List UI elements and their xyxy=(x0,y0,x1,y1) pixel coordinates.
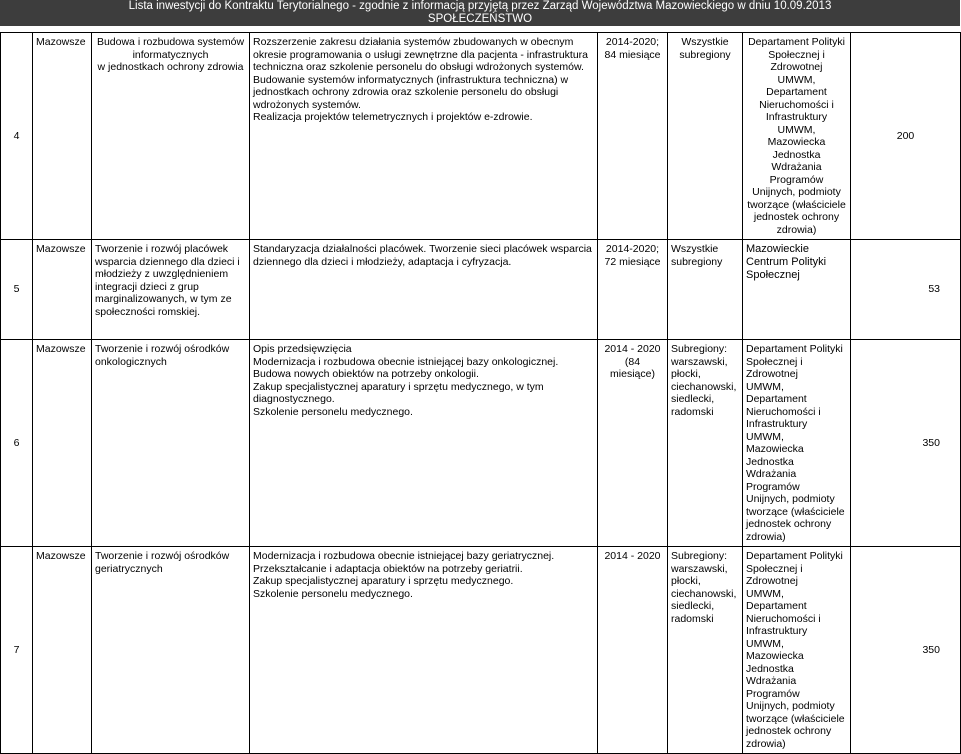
row-entity: Mazowieckie Centrum Polityki Społecznej xyxy=(743,240,851,340)
row-area: Wszystkie subregiony xyxy=(668,240,743,340)
row-period: 2014 - 2020 xyxy=(598,547,668,754)
row-scope: Rozszerzenie zakresu działania systemów zbudowanych w obecnym okresie programowania o usługi zewnętrzne dla pacjenta - infrastruktura techniczna oraz szkolenie personelu do obsługi wdrożonych systemów. Budowanie systemów informatycznych (infrastruktura techniczna) w jednostkach ochrony zdrowia oraz szkolenie personelu do obsługi wdrożonych systemów. Realizacja projektów telemetrycznych i projektów e-zdrowie. xyxy=(250,33,598,240)
row-number: 4 xyxy=(1,33,33,240)
row-title: Tworzenie i rozwój placówek wsparcia dziennego dla dzieci i młodzieży z uwzględnieniem integracji dzieci z grup marginalizowanych, w tym ze społeczności romskiej. xyxy=(92,240,250,340)
row-number: 6 xyxy=(1,340,33,547)
table-row xyxy=(1,547,961,754)
row-amount: 53 xyxy=(851,240,961,340)
document-header xyxy=(0,0,960,26)
row-title: Tworzenie i rozwój ośrodków onkologicznych xyxy=(92,340,250,547)
row-entity: Departament Polityki Społecznej i Zdrowotnej UMWM, Departament Nieruchomości i Infrastruktury UMWM, Mazowiecka Jednostka Wdrażania Programów Unijnych, podmioty tworzące (właściciele jednostek ochrony zdrowia) xyxy=(743,547,851,754)
table-row xyxy=(1,240,961,340)
row-area: Wszystkie subregiony xyxy=(668,33,743,240)
header-title: Lista inwestycji do Kontraktu Terytorialnego - zgodnie z informacją przyjętą przez Zarząd Województwa Mazowieckiego w dniu 10.09.2013 xyxy=(128,0,832,12)
investment-table xyxy=(0,32,961,754)
row-title: Budowa i rozbudowa systemów informatycznych w jednostkach ochrony zdrowia xyxy=(92,33,250,240)
row-area: Subregiony: warszawski, płocki, ciechanowski, siedlecki, radomski xyxy=(668,547,743,754)
row-region: Mazowsze xyxy=(33,340,92,547)
row-entity: Departament Polityki Społecznej i Zdrowotnej UMWM, Departament Nieruchomości i Infrastruktury UMWM, Mazowiecka Jednostka Wdrażania Programów Unijnych, podmioty tworzące (właściciele jednostek ochrony zdrowia) xyxy=(743,33,851,240)
row-period: 2014-2020; 84 miesiące xyxy=(598,33,668,240)
row-scope: Modernizacja i rozbudowa obecnie istniejącej bazy geriatrycznej. Przekształcanie i adaptacja obiektów na potrzeby geriatrii. Zakup specjalistycznej aparatury i sprzętu medycznego. Szkolenie personelu medycznego. xyxy=(250,547,598,754)
row-region: Mazowsze xyxy=(33,547,92,754)
table-row xyxy=(1,33,961,240)
row-title: Tworzenie i rozwój ośrodków geriatrycznych xyxy=(92,547,250,754)
header-subtitle: SPOŁECZEŃSTWO xyxy=(427,13,533,25)
row-number: 5 xyxy=(1,240,33,340)
row-amount: 350 xyxy=(851,340,961,547)
row-amount: 350 xyxy=(851,547,961,754)
row-period: 2014-2020; 72 miesiące xyxy=(598,240,668,340)
row-amount: 200 xyxy=(851,33,961,240)
row-entity: Departament Polityki Społecznej i Zdrowotnej UMWM, Departament Nieruchomości i Infrastruktury UMWM, Mazowiecka Jednostka Wdrażania Programów Unijnych, podmioty tworzące (właściciele jednostek ochrony zdrowia) xyxy=(743,340,851,547)
row-number: 7 xyxy=(1,547,33,754)
row-area: Subregiony: warszawski, płocki, ciechanowski, siedlecki, radomski xyxy=(668,340,743,547)
row-region: Mazowsze xyxy=(33,33,92,240)
row-region: Mazowsze xyxy=(33,240,92,340)
row-scope: Standaryzacja działalności placówek. Tworzenie sieci placówek wsparcia dziennego dla dzieci i młodzieży, adaptacja i cyfryzacja. xyxy=(250,240,598,340)
table-row xyxy=(1,340,961,547)
row-period: 2014 - 2020 (84 miesiące) xyxy=(598,340,668,547)
row-scope: Opis przedsięwzięcia Modernizacja i rozbudowa obecnie istniejącej bazy onkologicznej. Budowa nowych obiektów na potrzeby onkologii. Zakup specjalistycznej aparatury i sprzętu medycznego, w tym diagnostycznego. Szkolenie personelu medycznego. xyxy=(250,340,598,547)
